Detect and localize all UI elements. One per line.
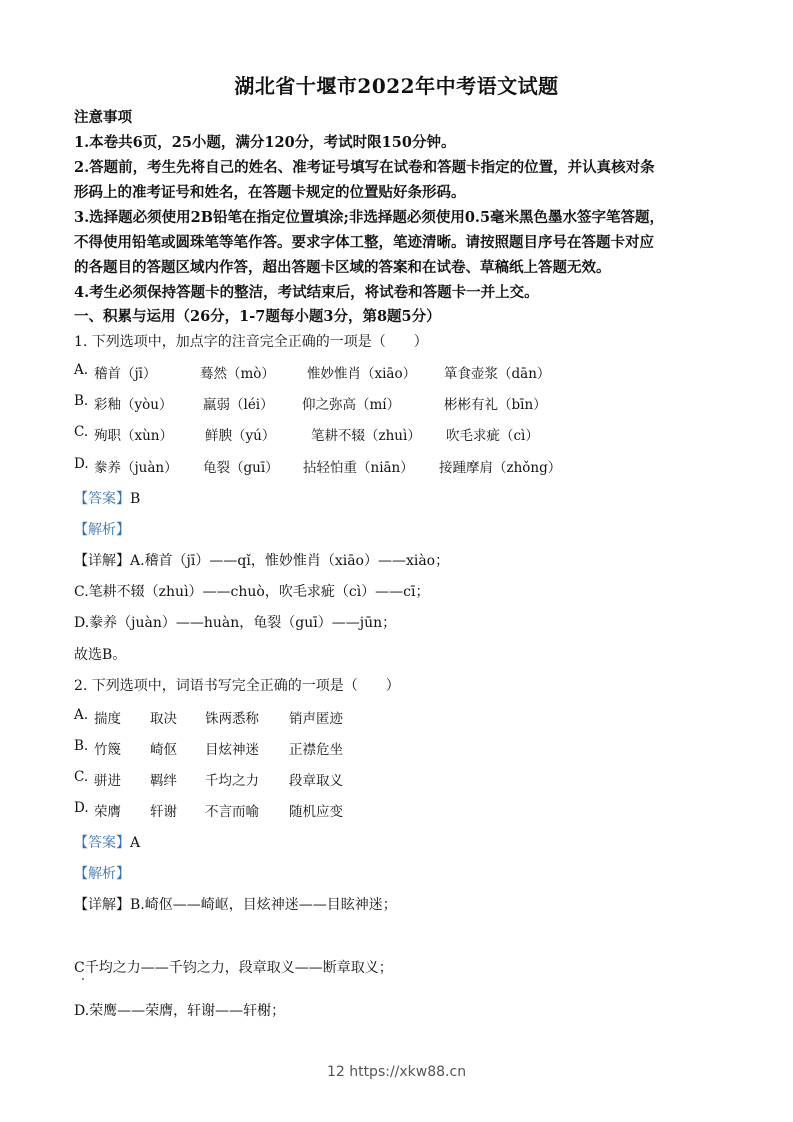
page-footer: 12 https://xkw88.cn bbox=[326, 1064, 467, 1080]
q1-option-c-3: 笔耕不辍（zhuì） bbox=[311, 428, 421, 444]
q2-option-d-2: 轩谢 bbox=[150, 804, 177, 820]
q1-option-b-3: 仰之弥高（mí） bbox=[302, 397, 401, 413]
q2-stem: 2. 下列选项中，词语书写完全正确的一项是（ ） bbox=[74, 678, 400, 694]
q2-option-c-2: 羁绊 bbox=[150, 773, 177, 789]
q1-detail-3: D.豢养（juàn）——huàn，龟裂（guī）——jūn； bbox=[74, 615, 397, 631]
q2-detail-3: D.荣鹰——荣膺，轩谢——轩榭； bbox=[74, 1003, 286, 1019]
notice-line-6: 的各题目的答题区域内作答，超出答题卡区域的答案和在试卷、草稿纸上答题无效。 bbox=[74, 259, 611, 276]
q1-conclusion: 故选B。 bbox=[74, 647, 127, 663]
q2-analysis-tag: 【解析】 bbox=[74, 866, 130, 882]
detail-tag: 【详解】 bbox=[74, 897, 130, 913]
q1-option-b-label: B. bbox=[74, 393, 89, 409]
notice-heading: 注意事项 bbox=[74, 109, 132, 126]
q1-option-d-3: 拈轻怕重（niān） bbox=[303, 460, 414, 476]
q2-option-d-3: 不言而喻 bbox=[205, 804, 259, 820]
notice-line-3: 形码上的准考证号和姓名，在答题卡规定的位置贴好条形码。 bbox=[74, 184, 466, 201]
detail-text: B.崎伛——崎岖，目炫神迷——目眩神迷； bbox=[130, 897, 397, 913]
scan-speck bbox=[82, 978, 84, 980]
q2-option-b-4: 正襟危坐 bbox=[289, 742, 343, 758]
notice-line-2: 2.答题前，考生先将自己的姓名、准考证号填写在试卷和答题卡指定的位置，并认真核对条 bbox=[74, 159, 655, 176]
q2-option-a-3: 铢两悉称 bbox=[205, 711, 259, 727]
section-heading: 一、积累与运用（26分，1-7题每小题3分，第8题5分） bbox=[74, 308, 441, 325]
q1-option-b-1: 彩釉（yòu） bbox=[94, 397, 173, 413]
q2-option-a-1: 揣度 bbox=[94, 711, 121, 727]
q1-option-c-label: C. bbox=[74, 424, 89, 440]
detail-text: A.稽首（jī）——qǐ，惟妙惟肖（xiāo）——xiào； bbox=[130, 553, 450, 569]
q2-option-d-1: 荣膺 bbox=[94, 804, 121, 820]
answer-value: B bbox=[130, 491, 141, 507]
q1-option-c-2: 鲜腴（yú） bbox=[205, 428, 276, 444]
q2-option-c-label: C. bbox=[74, 769, 89, 785]
page-title: 湖北省十堰市2022年中考语文试题 bbox=[234, 74, 559, 98]
q1-option-d-4: 接踵摩肩（zhǒng） bbox=[439, 460, 562, 476]
q1-option-d-label: D. bbox=[74, 456, 89, 472]
answer-tag: 【答案】 bbox=[74, 491, 130, 507]
notice-line-1: 1.本卷共6页，25小题，满分120分，考试时限150分钟。 bbox=[74, 134, 456, 151]
q2-option-a-label: A. bbox=[74, 707, 89, 723]
notice-line-7: 4.考生必须保持答题卡的整洁，考试结束后，将试卷和答题卡一并上交。 bbox=[74, 284, 539, 301]
notice-line-5: 不得使用铅笔或圆珠笔等笔作答。要求字体工整，笔迹清晰。请按照题目序号在答题卡对应 bbox=[74, 234, 654, 251]
q1-option-a-4: 箪食壶浆（dān） bbox=[444, 366, 551, 382]
q1-option-d-2: 龟裂（guī） bbox=[203, 460, 279, 476]
q1-answer bbox=[74, 488, 140, 508]
q1-option-d-1: 豢养（juàn） bbox=[94, 460, 178, 476]
q2-option-d-label: D. bbox=[74, 800, 89, 816]
q2-detail-2: C千均之力——千钧之力，段章取义——断章取义； bbox=[74, 960, 393, 976]
q1-option-a-3: 惟妙惟肖（xiāo） bbox=[307, 366, 417, 382]
answer-value: A bbox=[130, 835, 141, 851]
q2-option-d-4: 随机应变 bbox=[289, 804, 343, 820]
q2-option-a-2: 取决 bbox=[150, 711, 177, 727]
q2-option-b-2: 崎伛 bbox=[150, 742, 177, 758]
q1-detail-1 bbox=[74, 550, 449, 570]
notice-line-4: 3.选择题必须使用2B铅笔在指定位置填涂;非选择题必须使用0.5毫米黑色墨水签字笔答题， bbox=[74, 209, 665, 226]
q1-stem: 1. 下列选项中，加点字的注音完全正确的一项是（ ） bbox=[74, 334, 428, 350]
q1-analysis-tag: 【解析】 bbox=[74, 522, 130, 538]
q2-option-b-label: B. bbox=[74, 738, 89, 754]
q2-detail-1 bbox=[74, 894, 397, 914]
q1-option-b-4: 彬彬有礼（bīn） bbox=[444, 397, 547, 413]
q1-option-a-1: 稽首（jī） bbox=[94, 366, 157, 382]
q1-option-c-1: 殉职（xùn） bbox=[94, 428, 174, 444]
q1-option-c-4: 吹毛求疵（cì） bbox=[446, 428, 539, 444]
q2-option-b-1: 竹篾 bbox=[94, 742, 121, 758]
q2-option-c-4: 段章取义 bbox=[289, 773, 343, 789]
q1-option-a-2: 蓦然（mò） bbox=[200, 366, 275, 382]
q2-option-b-3: 目炫神迷 bbox=[205, 742, 259, 758]
q1-detail-2: C.笔耕不辍（zhuì）——chuò，吹毛求疵（cì）——cī； bbox=[74, 584, 430, 600]
q1-option-b-2: 羸弱（léi） bbox=[203, 397, 274, 413]
detail-tag: 【详解】 bbox=[74, 553, 130, 569]
q2-option-c-1: 骈进 bbox=[94, 773, 121, 789]
q2-option-c-3: 千均之力 bbox=[205, 773, 259, 789]
q1-option-a-label: A. bbox=[74, 362, 89, 378]
q2-option-a-4: 销声匿迹 bbox=[289, 711, 343, 727]
answer-tag: 【答案】 bbox=[74, 835, 130, 851]
q2-answer bbox=[74, 832, 140, 852]
